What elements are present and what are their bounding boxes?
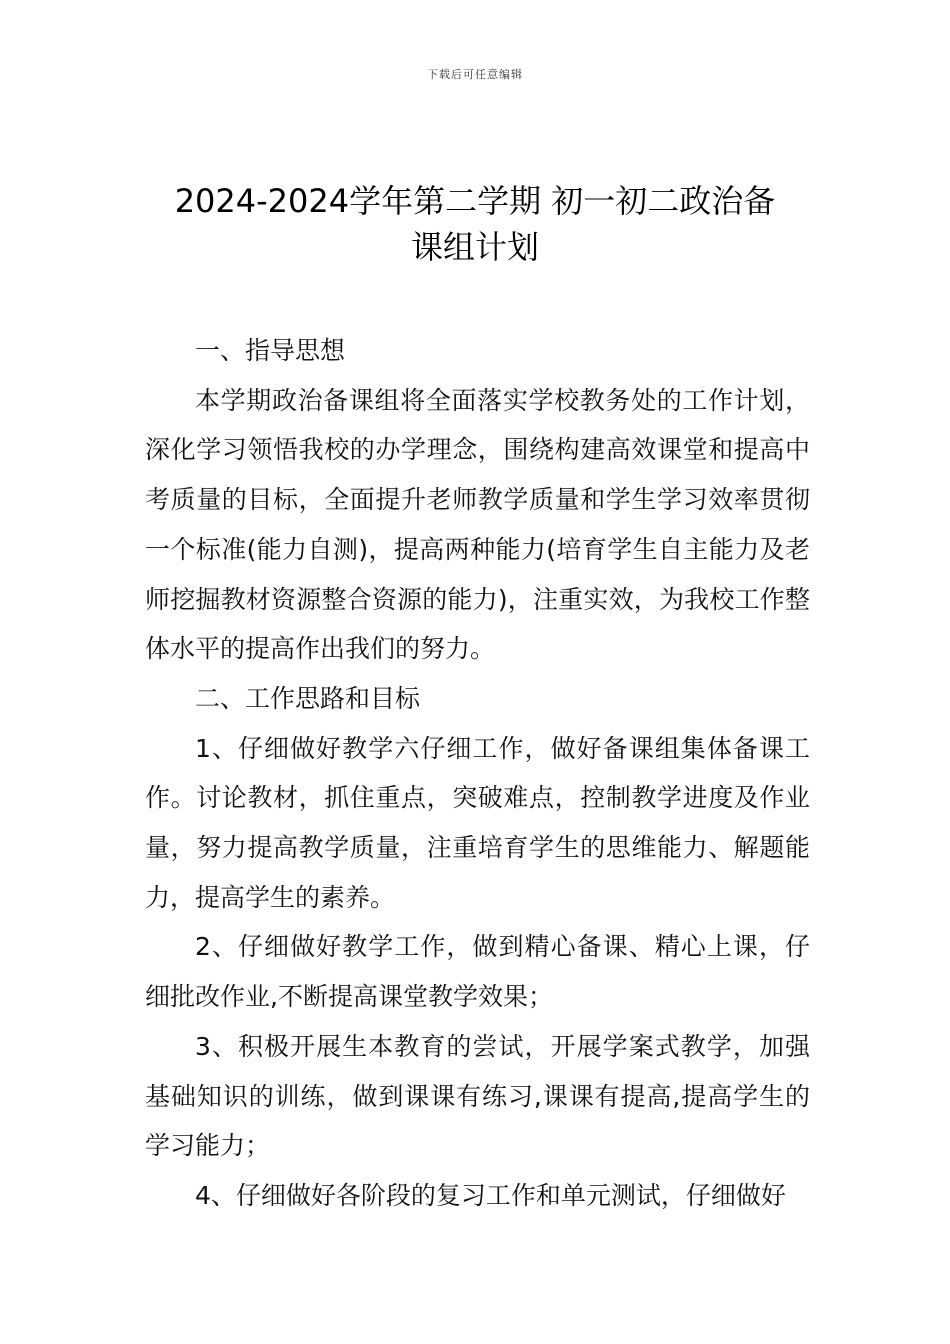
list-item: 1、仔细做好教学六仔细工作，做好备课组集体备课工作。讨论教材，抓住重点，突破难点，控制教学进度及作业量，努力提高教学质量，注重培育学生的思维能力、解题能力，提高学生的素养。: [145, 733, 810, 912]
list-item: 2、仔细做好教学工作，做到精心备课、精心上课，仔细批改作业,不断提高课堂教学效果；: [145, 932, 810, 1012]
document-body: [145, 326, 810, 1221]
section-heading: 二、工作思路和目标: [195, 683, 421, 713]
page-title: [120, 178, 830, 270]
body-paragraph: 本学期政治备课组将全面落实学校教务处的工作计划，深化学习领悟我校的办学理念，围绕构建高效课堂和提高中考质量的目标，全面提升老师教学质量和学生学习效率贯彻一个标准(能力自测)，提高两种能力(培育学生自主能力及老师挖掘教材资源整合资源的能力)，注重实效，为我校工作整体水平的提高作出我们的努力。: [145, 385, 810, 664]
section-heading: 一、指导思想: [195, 336, 346, 365]
title-line-2: 课组计划: [410, 228, 539, 266]
list-item: 3、积极开展生本教育的尝试，开展学案式教学，加强基础知识的训练，做到课课有练习,课课有提高,提高学生的学习能力；: [145, 1031, 810, 1161]
title-line-1: 2024-2024学年第二学期 初一初二政治备: [174, 182, 776, 220]
download-note: 下载后可任意编辑: [427, 68, 523, 81]
list-item: 4、仔细做好各阶段的复习工作和单元测试，仔细做好: [195, 1180, 786, 1210]
